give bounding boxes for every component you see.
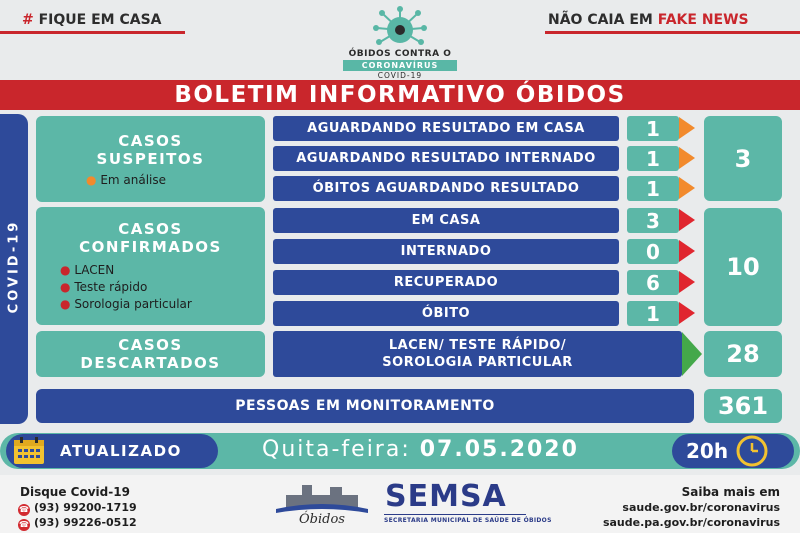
row-awaiting-hospital: AGUARDANDO RESULTADO INTERNADO (273, 146, 619, 171)
value-awaiting-home: 1 (627, 116, 679, 141)
row-awaiting-home: AGUARDANDO RESULTADO EM CASA (273, 116, 619, 141)
more-info-link[interactable]: saude.pa.gov.br/coronavirus (602, 516, 780, 529)
virus-icon (335, 2, 465, 46)
suspected-total: 3 (704, 116, 782, 201)
fake-news-underline (545, 31, 800, 34)
calendar-icon (12, 436, 46, 466)
semsa-logo-text: SEMSA (385, 479, 507, 514)
suspected-category (36, 116, 265, 202)
arrow-icon (679, 117, 695, 139)
updated-label: ATUALIZADO (60, 442, 182, 460)
confirmed-item (60, 280, 147, 294)
value-awaiting-hospital: 1 (627, 146, 679, 171)
discarded-line-1: LACEN/ TESTE RÁPIDO/ (388, 338, 567, 353)
logo-covid: COVID-19 (377, 71, 423, 80)
update-weekday: Quita-feira: (262, 437, 411, 462)
confirmed-item-label: LACEN (74, 263, 115, 277)
city-skyline-icon (272, 479, 372, 515)
discarded-title-2: DESCARTADOS (80, 354, 221, 372)
value-hospitalized: 0 (627, 239, 679, 264)
updated-pill (6, 434, 218, 468)
monitoring-label: PESSOAS EM MONITORAMENTO (36, 389, 694, 423)
arrow-icon (679, 147, 695, 169)
arrow-icon (679, 302, 695, 324)
bullet-icon: ● (60, 297, 71, 311)
suspected-title-1: CASOS (118, 132, 183, 150)
fake-news-tag (548, 12, 749, 28)
logo-subtitle: CORONAVÍRUS (343, 60, 457, 71)
semsa-divider (384, 514, 526, 515)
city-logo (272, 479, 372, 529)
update-date (262, 437, 579, 462)
fake-news-highlight: FAKE NEWS (657, 12, 749, 28)
confirmed-category (36, 207, 265, 325)
side-covid-bar (0, 114, 28, 424)
row-discarded (273, 331, 682, 377)
fake-news-prefix: NÃO CAIA EM (548, 12, 653, 28)
hashtag: # (22, 12, 34, 28)
more-info-title: Saiba mais em (681, 485, 780, 499)
hotline-title: Disque Covid-19 (20, 485, 130, 499)
confirmed-title-1: CASOS (118, 220, 183, 238)
discarded-total: 28 (704, 331, 782, 377)
bullet-icon: ● (86, 173, 97, 187)
bullet-icon: ● (60, 280, 71, 294)
side-covid-label: COVID-19 (6, 219, 22, 314)
phone-number: (93) 99226-0512 (34, 516, 137, 529)
semsa-subtitle: SECRETARIA MUNICIPAL DE SAÚDE DE ÓBIDOS (384, 517, 552, 524)
confirmed-item-label: Teste rápido (74, 280, 148, 294)
more-info-link[interactable]: saude.gov.br/coronavirus (622, 501, 780, 514)
row-recovered: RECUPERADO (273, 270, 619, 295)
confirmed-item (60, 263, 114, 277)
update-date-value: 07.05.2020 (419, 437, 579, 462)
clock-icon (736, 435, 768, 467)
discarded-line-2: SOROLOGIA PARTICULAR (382, 355, 573, 370)
campaign-logo (335, 2, 465, 80)
city-logo-text: Óbidos (299, 512, 345, 527)
row-death: ÓBITO (273, 301, 619, 326)
update-time: 20h (686, 439, 729, 463)
arrow-icon (679, 209, 695, 231)
suspected-item (86, 173, 166, 187)
row-home: EM CASA (273, 208, 619, 233)
confirmed-item (60, 297, 192, 311)
value-recovered: 6 (627, 270, 679, 295)
hotline-phone (18, 516, 137, 531)
value-death: 1 (627, 301, 679, 326)
arrow-icon (679, 271, 695, 293)
confirmed-item-label: Sorologia particular (74, 297, 192, 311)
value-deaths-awaiting: 1 (627, 176, 679, 201)
suspected-title-2: SUSPEITOS (96, 150, 205, 168)
confirmed-total: 10 (704, 208, 782, 326)
arrow-icon (682, 332, 702, 376)
confirmed-title-2: CONFIRMADOS (79, 238, 222, 256)
row-deaths-awaiting: ÓBITOS AGUARDANDO RESULTADO (273, 176, 619, 201)
stay-home-tag (22, 12, 162, 28)
discarded-title-1: CASOS (118, 336, 183, 354)
time-pill (672, 434, 794, 468)
page-title: BOLETIM INFORMATIVO ÓBIDOS (0, 80, 800, 110)
stay-home-text: FIQUE EM CASA (38, 12, 162, 28)
phone-icon: ☎ (19, 520, 29, 529)
hotline-phone (18, 501, 137, 516)
bullet-icon: ● (60, 263, 71, 277)
stay-home-underline (0, 31, 185, 34)
phone-number: (93) 99200-1719 (34, 501, 137, 514)
discarded-category (36, 331, 265, 377)
arrow-icon (679, 177, 695, 199)
suspected-item-label: Em análise (100, 173, 167, 187)
value-home: 3 (627, 208, 679, 233)
monitoring-total: 361 (704, 389, 782, 423)
arrow-icon (679, 240, 695, 262)
phone-icon: ☎ (19, 505, 29, 514)
logo-title: ÓBIDOS CONTRA O (348, 49, 452, 59)
row-hospitalized: INTERNADO (273, 239, 619, 264)
